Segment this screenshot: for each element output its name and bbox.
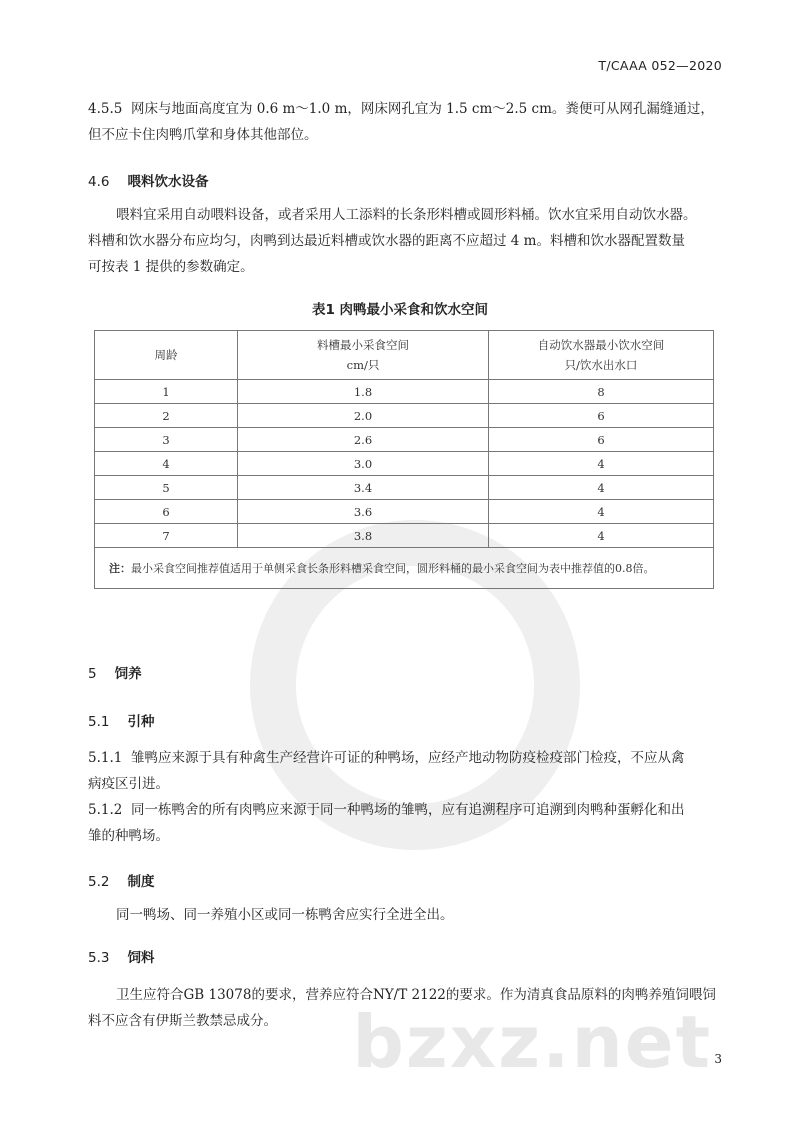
page-number: 3 — [714, 1052, 722, 1066]
paragraph-line: 卫生应符合GB 13078的要求，营养应符合NY/T 2122的要求。作为清真食品原料的肉鸭养殖饲喂饲 — [116, 987, 716, 1003]
paragraph-line: 喂料宜采用自动喂料设备，或者采用人工添料的长条形料槽或圆形料桶。饮水宜采用自动饮水器。 — [116, 207, 697, 223]
clause-number: 4.5.5 — [88, 101, 123, 117]
cell-water: 8 — [489, 380, 714, 404]
section-number: 5.1 — [88, 714, 110, 730]
table-row — [95, 524, 714, 548]
cell-week: 3 — [95, 428, 238, 452]
clause-4-5-5 — [88, 96, 722, 148]
cell-water: 4 — [489, 500, 714, 524]
section-heading-5 — [88, 662, 142, 682]
section-number: 5 — [88, 666, 97, 682]
paragraph-5-3 — [88, 982, 722, 1034]
section-title: 引种 — [127, 714, 155, 730]
cell-water: 6 — [489, 428, 714, 452]
paragraph-line: 料槽和饮水器分布应均匀，肉鸭到达最近料槽或饮水器的距离不应超过 4 m。料槽和饮水器配置数量 — [88, 233, 685, 249]
clause-text: 雏的种鸭场。 — [88, 828, 169, 844]
clause-number: 5.1.2 — [88, 802, 123, 818]
section-number: 4.6 — [88, 174, 110, 190]
clause-text: 网床与地面高度宜为 0.6 m～1.0 m，网床网孔宜为 1.5 cm～2.5 cm。粪便可从网孔漏缝通过， — [130, 101, 714, 117]
note-text: 最小采食空间推荐值适用于单侧采食长条形料槽采食空间，圆形料桶的最小采食空间为表中推荐值的0.8倍。 — [131, 562, 655, 575]
clause-text: 但不应卡住肉鸭爪掌和身体其他部位。 — [88, 127, 318, 143]
table-header-row — [95, 331, 714, 380]
table-row — [95, 476, 714, 500]
section-heading-5-3 — [88, 946, 154, 966]
cell-week: 7 — [95, 524, 238, 548]
clause-5-1-1 — [88, 745, 722, 797]
section-title: 饲料 — [127, 950, 155, 966]
section-heading-5-2 — [88, 870, 154, 890]
clause-text: 病疫区引进。 — [88, 776, 169, 792]
section-number: 5.2 — [88, 874, 110, 890]
note-label: 注： — [109, 562, 131, 575]
table-row — [95, 404, 714, 428]
header-week: 周龄 — [95, 331, 238, 380]
header-feed-unit: cm/只 — [346, 358, 380, 372]
watermark-text: bzxz.net — [352, 1000, 712, 1084]
table-note — [95, 548, 714, 589]
section-title: 喂料饮水设备 — [127, 174, 209, 190]
paragraph-line: 同一鸭场、同一养殖小区或同一栋鸭舍应实行全进全出。 — [116, 907, 454, 923]
paragraph-4-6 — [88, 202, 722, 280]
cell-water: 4 — [489, 476, 714, 500]
standard-code: T/CAAA 052—2020 — [598, 58, 722, 73]
paragraph-line: 料不应含有伊斯兰教禁忌成分。 — [88, 1013, 277, 1029]
cell-feed: 3.0 — [238, 452, 489, 476]
clause-text: 同一栋鸭舍的所有肉鸭应来源于同一种鸭场的雏鸭，应有追溯程序可追溯到肉鸭种蛋孵化和出 — [130, 802, 685, 818]
cell-week: 6 — [95, 500, 238, 524]
cell-feed: 3.6 — [238, 500, 489, 524]
cell-feed: 1.8 — [238, 380, 489, 404]
header-water-space — [489, 331, 714, 380]
section-heading-4-6 — [88, 170, 208, 190]
cell-water: 4 — [489, 452, 714, 476]
header-feed-label: 料槽最小采食空间 — [317, 338, 409, 352]
header-water-label: 自动饮水器最小饮水空间 — [537, 338, 665, 352]
table-row — [95, 380, 714, 404]
table-row — [95, 428, 714, 452]
cell-week: 1 — [95, 380, 238, 404]
clause-number: 5.1.1 — [88, 750, 123, 766]
cell-feed: 3.8 — [238, 524, 489, 548]
cell-week: 4 — [95, 452, 238, 476]
cell-feed: 2.6 — [238, 428, 489, 452]
section-number: 5.3 — [88, 950, 110, 966]
cell-water: 4 — [489, 524, 714, 548]
section-title: 制度 — [127, 874, 155, 890]
table-caption: 表1 肉鸭最小采食和饮水空间 — [311, 302, 489, 318]
paragraph-line: 可按表 1 提供的参数确定。 — [88, 259, 254, 275]
table-row — [95, 452, 714, 476]
clause-5-1-2 — [88, 797, 722, 849]
paragraph-5-2 — [88, 902, 722, 928]
header-water-unit: 只/饮水出水口 — [564, 358, 638, 372]
cell-feed: 3.4 — [238, 476, 489, 500]
cell-week: 2 — [95, 404, 238, 428]
table-note-row — [95, 548, 714, 589]
cell-feed: 2.0 — [238, 404, 489, 428]
cell-week: 5 — [95, 476, 238, 500]
section-title: 饲养 — [114, 666, 142, 682]
cell-water: 6 — [489, 404, 714, 428]
header-feed-space — [238, 331, 489, 380]
table-1 — [94, 330, 714, 589]
clause-text: 雏鸭应来源于具有种禽生产经营许可证的种鸭场，应经产地动物防疫检疫部门检疫，不应从禽 — [130, 750, 685, 766]
section-heading-5-1 — [88, 710, 154, 730]
table-row — [95, 500, 714, 524]
